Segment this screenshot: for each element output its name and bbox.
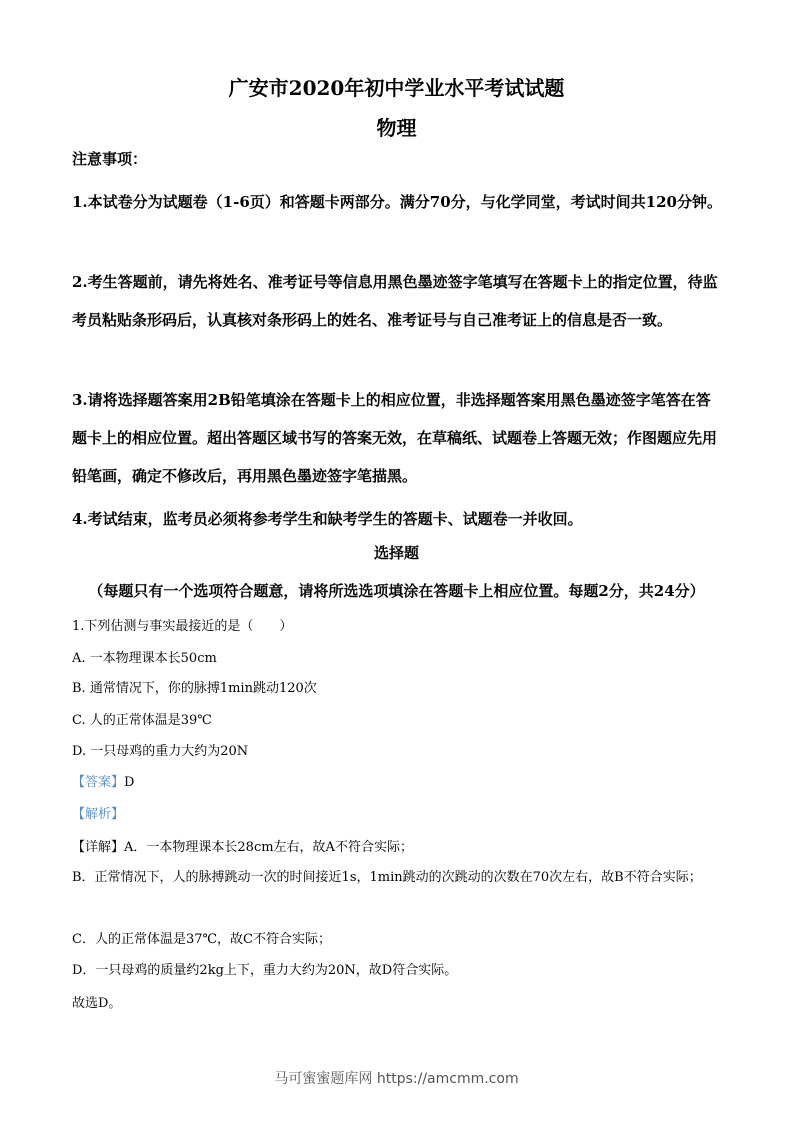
- option-c: C. 人的正常体温是39℃: [72, 713, 212, 728]
- detail-line: 故选D。: [72, 996, 122, 1011]
- subject-title: 物理: [376, 116, 417, 140]
- section-title: 选择题: [373, 544, 419, 562]
- analysis-line: [72, 800, 732, 830]
- detail-line: B．正常情况下，人的脉搏跳动一次的时间接近1s，1min跳动的次跳动的次数在70次左右，故B不符合实际；: [72, 870, 702, 885]
- detail-text: A．一本物理课本长28cm左右，故A不符合实际；: [124, 840, 413, 855]
- detail-tag: 【详解】: [72, 840, 125, 855]
- notice-item: 2.考生答题前，请先将姓名、准考证号等信息用黑色墨迹签字笔填写在答题卡上的指定位置，待监考员粘贴条形码后，认真核对条形码上的姓名、准考证号与自己准考证上的信息是否一致。: [72, 273, 718, 329]
- notice-item: 4.考试结束，监考员必须将参考学生和缺考学生的答题卡、试题卷一并收回。: [72, 510, 583, 528]
- analysis-tag: 【解析】: [72, 807, 125, 822]
- notice-item: 1.本试卷分为试题卷（1-6页）和答题卡两部分。满分70分，与化学同堂，考试时间共120分钟。: [72, 193, 722, 211]
- option-a: A. 一本物理课本长50cm: [72, 651, 217, 666]
- option-b: B. 通常情况下，你的脉搏1min跳动120次: [72, 681, 317, 696]
- answer-tag: 【答案】: [72, 775, 125, 790]
- detail-line: D．一只母鸡的质量约2kg上下，重力大约为20N，故D符合实际。: [72, 963, 458, 978]
- notice-item: 3.请将选择题答案用2B铅笔填涂在答题卡上的相应位置，非选择题答案用黑色墨迹签字笔答在答题卡上的相应位置。超出答题区域书写的答案无效，在草稿纸、试题卷上答题无效；作图题应先用铅笔画，确定不修改后，再用黑色墨迹签字笔描黑。: [72, 391, 718, 485]
- answer-line: [72, 768, 732, 798]
- detail-line: C．人的正常体温是37℃，故C不符合实际；: [72, 932, 331, 947]
- section-note: （每题只有一个选项符合题意，请将所选选项填涂在答题卡上相应位置。每题2分，共24分）: [88, 582, 705, 600]
- answer-value: D: [124, 775, 135, 790]
- option-d: D. 一只母鸡的重力大约为20N: [72, 744, 249, 759]
- question-stem: 1.下列估测与事实最接近的是（ ）: [72, 619, 293, 634]
- notice-heading: 注意事项：: [72, 150, 148, 168]
- footer-watermark: 马可蜜蜜题库网 https://amcmm.com: [274, 1071, 519, 1087]
- detail-line: [72, 833, 732, 863]
- exam-title: 广安市2020年初中学业水平考试试题: [228, 76, 565, 100]
